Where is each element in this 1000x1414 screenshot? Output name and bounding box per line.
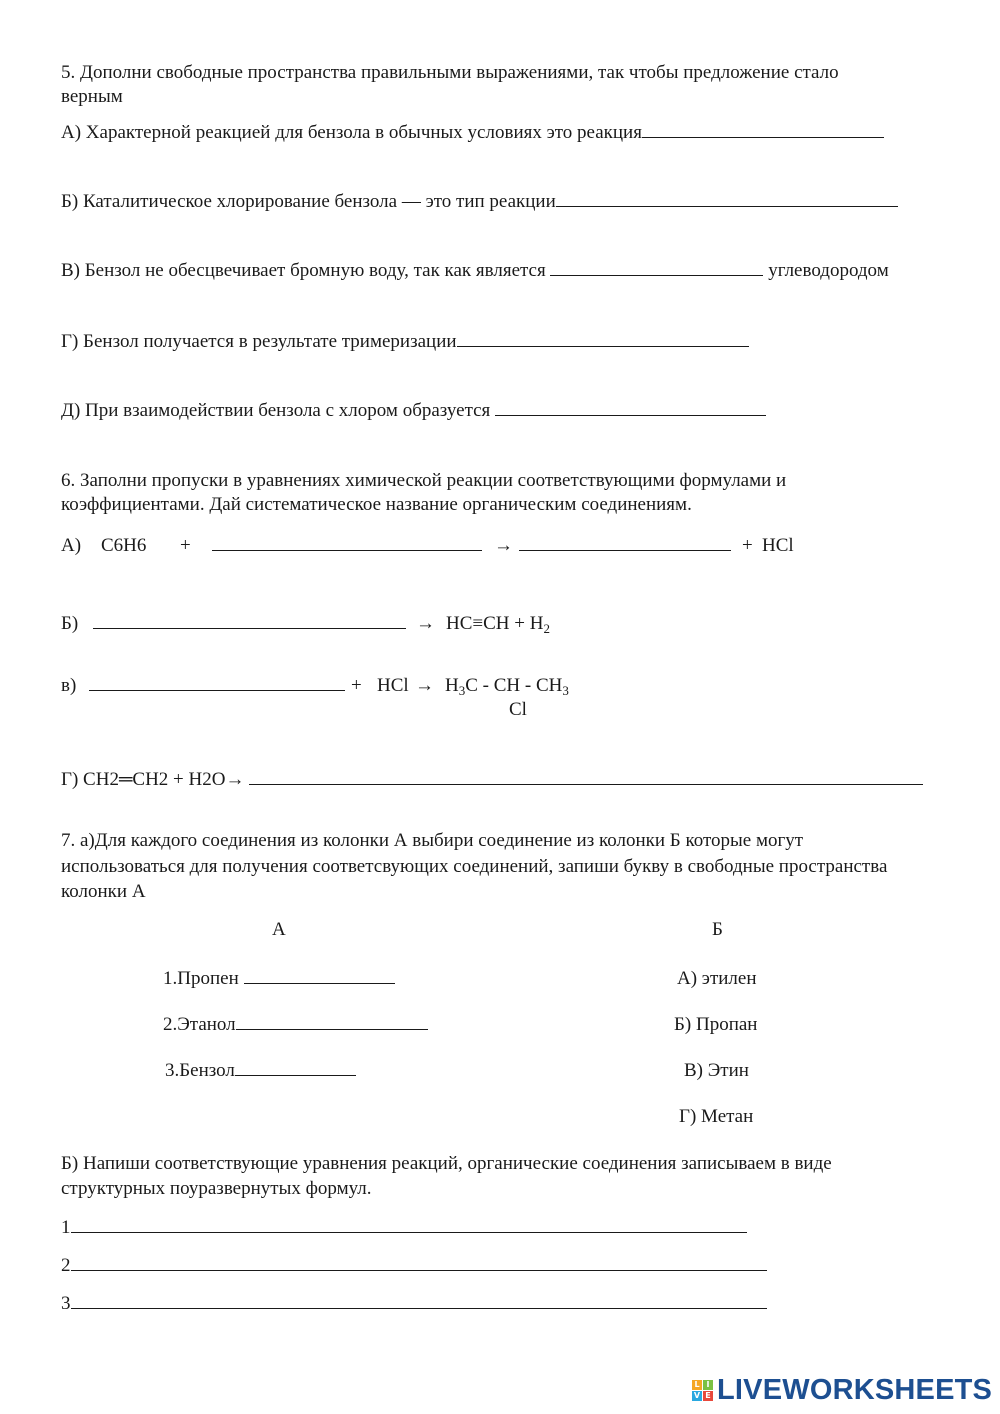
q6-eq-b-label: Б) — [61, 613, 79, 634]
q6-eq-v-blank-wrap — [89, 674, 345, 698]
q7-col-a-item-1-text: 1.Пропен — [163, 968, 239, 989]
q6-eq-v-plus: + — [351, 675, 362, 696]
q6-eq-v-label: в) — [61, 675, 77, 696]
logo-tile-v: V — [693, 1390, 701, 1400]
q7-col-a-item-3-text: 3.Бензол — [165, 1060, 235, 1081]
q7-col-b-item-g: Г) Метан — [679, 1106, 754, 1127]
q7-col-a-item-3-blank[interactable] — [235, 1059, 356, 1076]
q7-answer-number-3: 3 — [61, 1293, 71, 1314]
q7-col-b-item-v: В) Этин — [684, 1060, 749, 1081]
q5-item-a — [61, 121, 884, 145]
q7-col-b-item-a: А) этилен — [677, 968, 757, 989]
q5-item-b-text: Б) Каталитическое хлорирование бензола — это тип реакции — [61, 191, 556, 212]
q7-answer-line-3 — [61, 1292, 767, 1316]
q6-b-product-sub: 2 — [543, 621, 550, 636]
q5-d-blank[interactable] — [495, 399, 766, 416]
q7-title-line1: 7. а)Для каждого соединения из колонки А выбири соединение из колонки Б которые могут — [61, 830, 804, 851]
q6-b-blank[interactable] — [93, 612, 406, 629]
q6-eq-a-formula: C6H6 — [101, 535, 147, 556]
q6-eq-a-label: А) — [61, 535, 82, 556]
q5-item-a-text: А) Характерной реакцией для бензола в обычных условиях это реакция — [61, 122, 642, 143]
q5-item-v-text: В) Бензол не обесцвечивает бромную воду, так как является — [61, 260, 546, 281]
q7-answer-number-1: 1 — [61, 1217, 71, 1238]
q7-title-line3: колонки А — [61, 881, 146, 902]
q6-eq-a-plus2: + — [742, 535, 753, 556]
q7-part-b-line2: структурных поуразвернутых формул. — [61, 1178, 372, 1199]
q6-v-ch3-sub: 3 — [562, 683, 569, 698]
q7-answer-blank-2[interactable] — [71, 1254, 767, 1271]
q6-eq-a-product: HCl — [762, 535, 794, 556]
q6-eq-a-arrow: → — [494, 535, 513, 556]
logo-tile-i: I — [703, 1380, 713, 1390]
q7-col-a-item-2-blank[interactable] — [236, 1013, 428, 1030]
q6-v-h3-sub: 3 — [458, 683, 466, 698]
q7-title-line2: использоваться для получения соответсвующих соединений, запиши букву в свободные пространства — [61, 856, 888, 877]
q6-eq-a-plus: + — [180, 535, 191, 556]
q5-title-line1: 5. Дополни свободные пространства правильными выражениями, так чтобы предложение стало — [61, 62, 839, 83]
q6-v-chain: C - CH - CH — [465, 675, 563, 696]
liveworksheets-logo — [692, 1374, 992, 1406]
logo-tile-e: E — [703, 1391, 713, 1401]
q6-title-line1: 6. Заполни пропуски в уравнениях химической реакции соответствующими формулами и — [61, 470, 787, 491]
q5-title-line2: верным — [61, 86, 123, 107]
q6-eq-a-blank1-wrap — [212, 534, 482, 558]
q6-v-h: H — [445, 675, 459, 696]
q7-col-a-item-1 — [163, 967, 395, 991]
q7-col-b-header: Б — [712, 919, 723, 940]
q7-answer-blank-3[interactable] — [71, 1292, 767, 1309]
q6-eq-v-cl: Cl — [509, 699, 527, 720]
q5-v-blank[interactable] — [550, 259, 763, 276]
q6-a-blank2[interactable] — [519, 534, 731, 551]
q5-item-v-after: углеводородом — [768, 260, 889, 281]
q6-g-blank[interactable] — [249, 768, 923, 785]
q6-title-line2: коэффициентами. Дай систематическое название органическим соединениям. — [61, 494, 692, 515]
q7-answer-line-1 — [61, 1216, 747, 1240]
q7-col-a-header: А — [272, 919, 286, 940]
q7-answer-number-2: 2 — [61, 1255, 71, 1276]
liveworksheets-logo-icon — [692, 1380, 713, 1401]
q6-eq-v-reagent: HCl — [377, 675, 409, 696]
logo-tile-l: L — [692, 1380, 702, 1390]
q7-col-a-item-3 — [165, 1059, 356, 1083]
q6-eq-v-arrow: → — [415, 675, 434, 696]
q7-answer-blank-1[interactable] — [71, 1216, 747, 1233]
liveworksheets-logo-text: LIVEWORKSHEETS — [717, 1373, 993, 1406]
q7-answer-line-2 — [61, 1254, 767, 1278]
q5-b-blank[interactable] — [556, 190, 898, 207]
q5-item-g — [61, 330, 749, 354]
q5-item-d-text: Д) При взаимодействии бензола с хлором образуется — [61, 400, 491, 421]
q5-item-b — [61, 190, 898, 214]
q6-eq-g — [61, 768, 923, 792]
q6-v-blank[interactable] — [89, 674, 345, 691]
q5-item-d — [61, 399, 766, 423]
q7-part-b-line1: Б) Напиши соответствующие уравнения реакций, органические соединения записываем в виде — [61, 1153, 832, 1174]
q5-g-blank[interactable] — [457, 330, 749, 347]
q6-eq-b-blank-wrap — [93, 612, 406, 636]
q7-col-a-item-2-text: 2.Этанол — [163, 1014, 236, 1035]
q5-item-g-text: Г) Бензол получается в результате тримеризации — [61, 331, 457, 352]
q6-eq-b-arrow: → — [416, 613, 435, 634]
q7-col-a-item-2 — [163, 1013, 428, 1037]
q5-a-blank[interactable] — [642, 121, 884, 138]
q6-eq-g-text: Г) CH2═CH2 + H2O→ — [61, 769, 245, 790]
q7-col-b-item-b: Б) Пропан — [674, 1014, 758, 1035]
q6-eq-a-blank2-wrap — [519, 534, 731, 558]
q6-eq-v-product — [445, 674, 569, 699]
q6-eq-b-product — [446, 612, 550, 637]
q5-item-v — [61, 259, 889, 283]
q6-b-product-main: HC≡CH + H — [446, 613, 544, 634]
q6-a-blank1[interactable] — [212, 534, 482, 551]
q7-col-a-item-1-blank[interactable] — [244, 967, 395, 984]
